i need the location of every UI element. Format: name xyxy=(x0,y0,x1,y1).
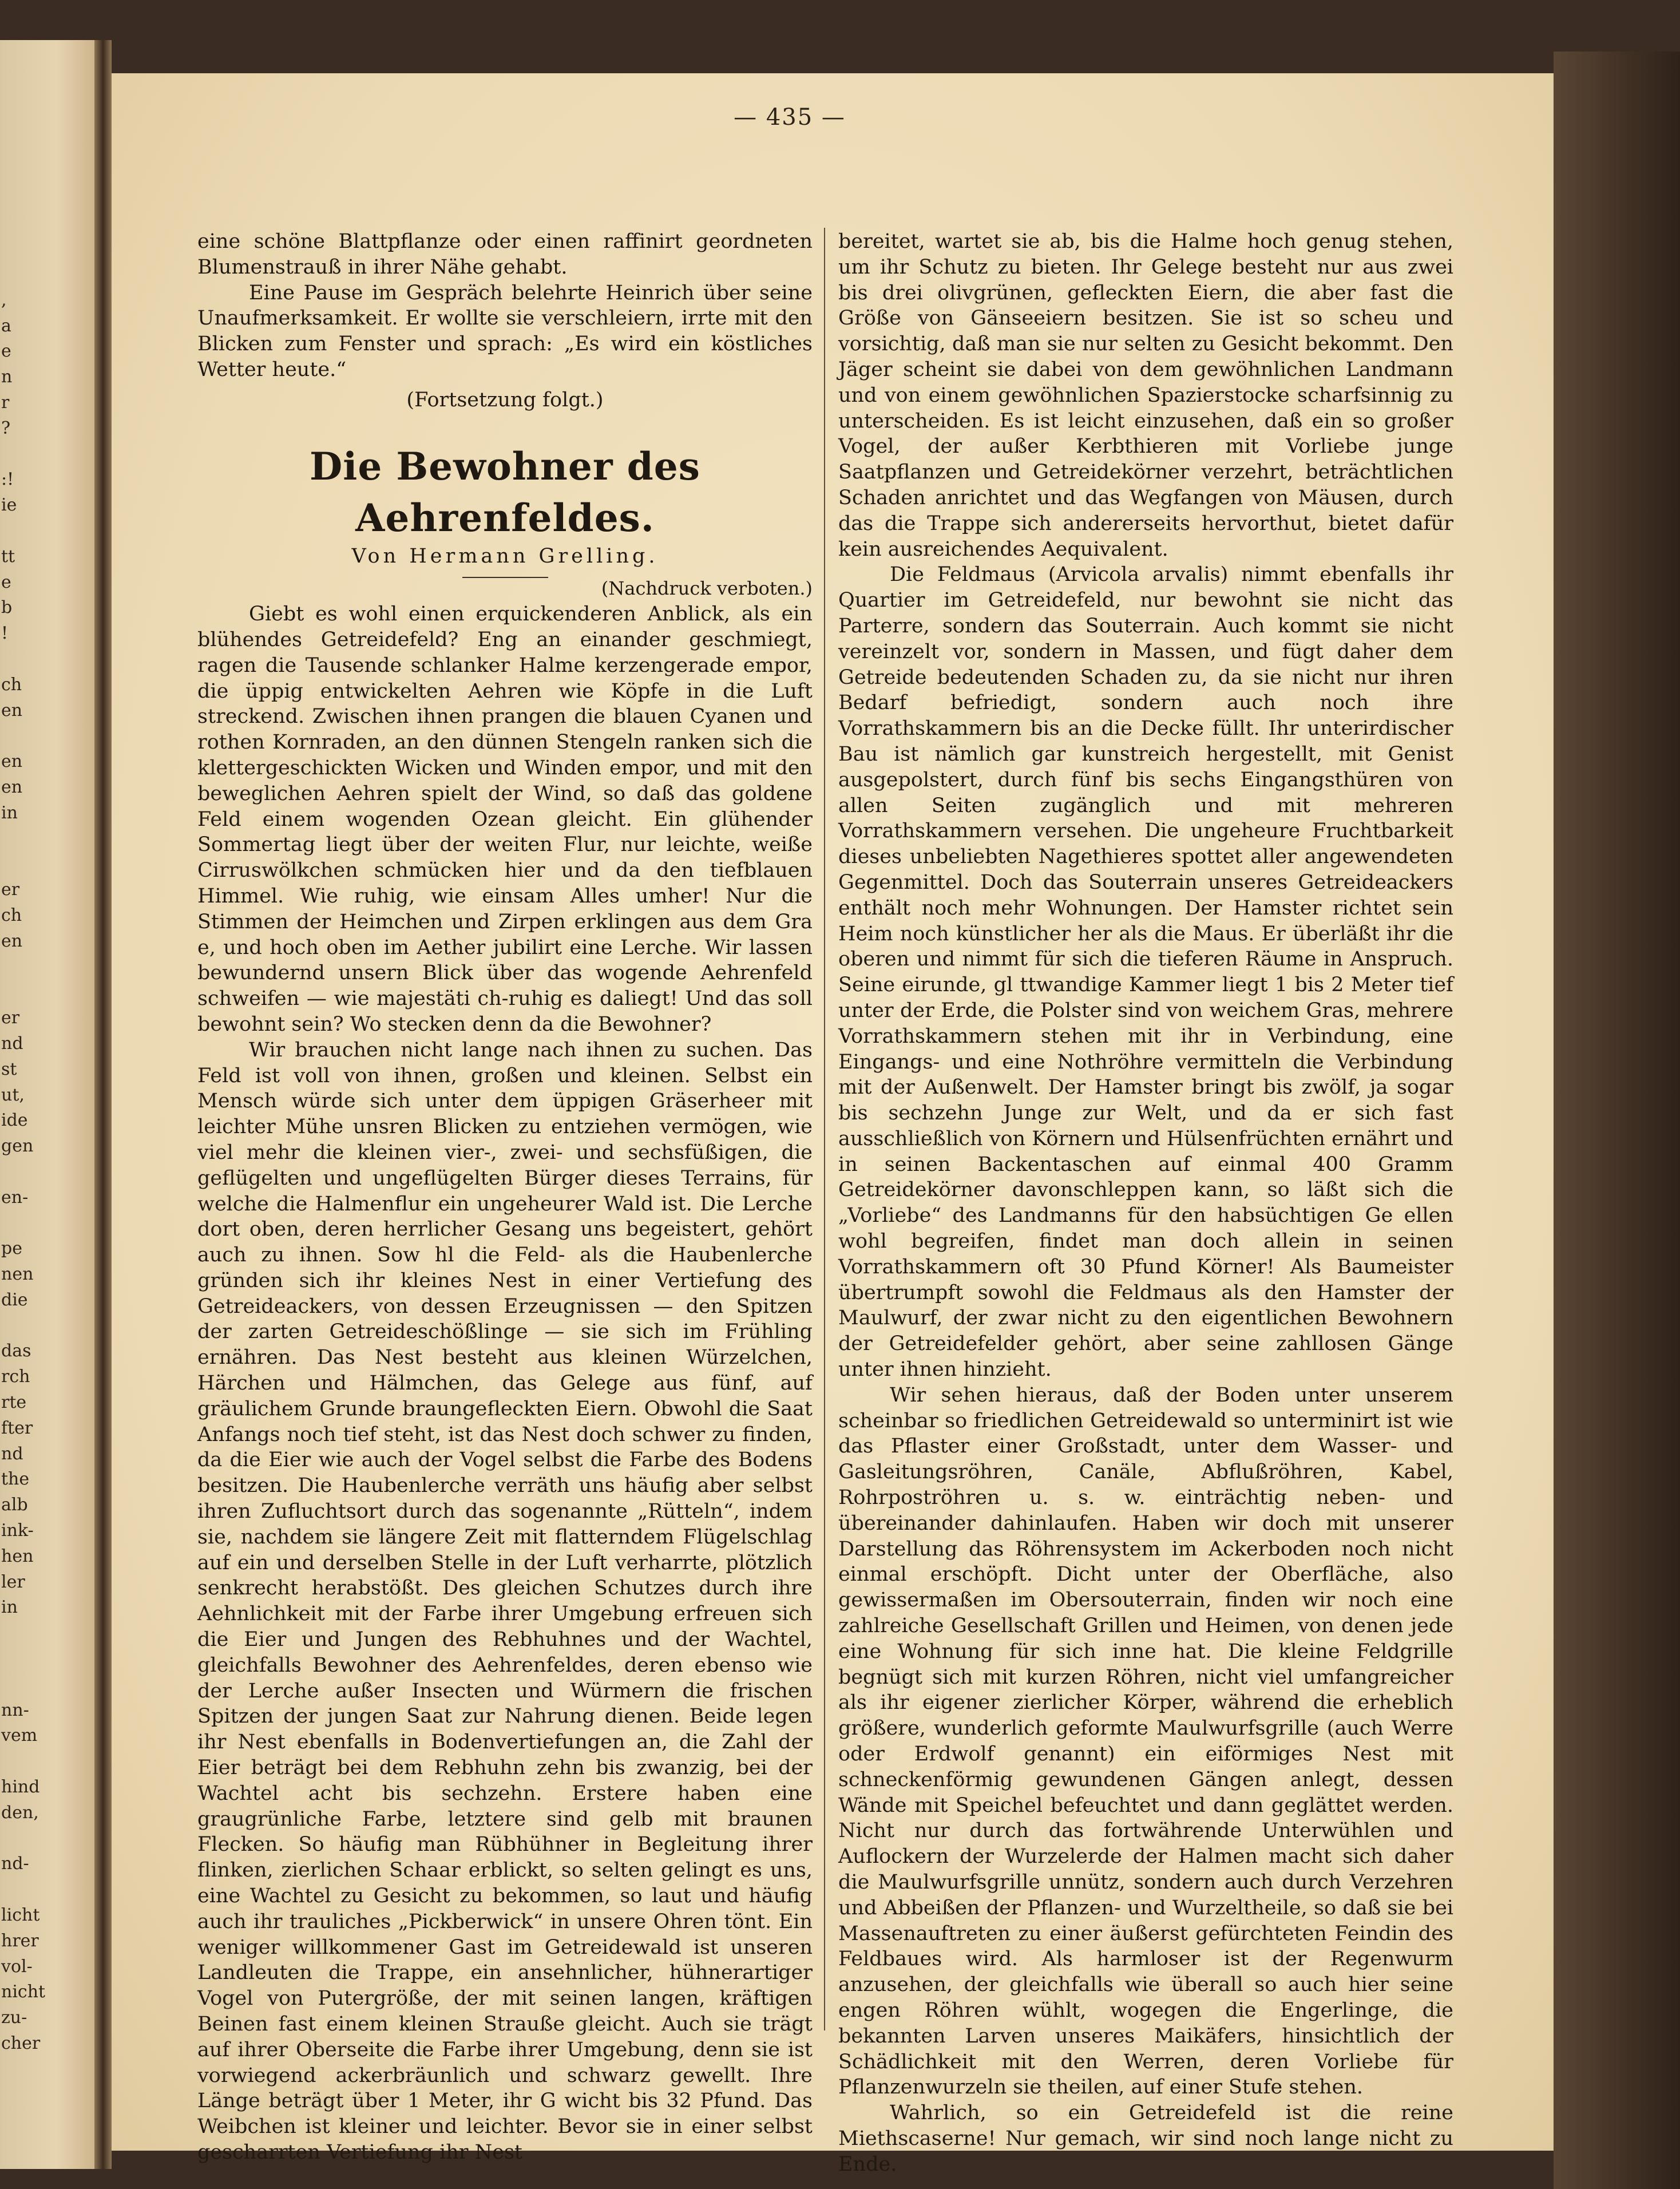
facing-page-fragment: ? xyxy=(1,418,11,438)
right-text-column xyxy=(838,229,1453,2178)
facing-page-fragment: ch xyxy=(1,674,22,695)
facing-page-fragment: fter xyxy=(1,1418,33,1438)
facing-page-fragment xyxy=(1,980,93,1006)
book-cover-edge xyxy=(1554,52,1680,2189)
story-end-paragraph-2: Eine Pause im Gespräch belehrte Heinrich über seine Unaufmerksamkeit. Er wollte sie verschleiern, irrte mit den Blicken zum Fenster und sprach: „Es wird ein köstliches Wetter heute.“ xyxy=(197,281,813,381)
facing-page-fragment: ut, xyxy=(1,1084,25,1105)
facing-page-fragment: nd xyxy=(1,1443,23,1464)
facing-page-fragment: alb xyxy=(1,1495,28,1515)
facing-page-fragment: zu- xyxy=(1,2008,27,2028)
facing-page-fragment xyxy=(1,955,93,980)
facing-page-fragment: rch xyxy=(1,1367,30,1387)
facing-page-fragment: er xyxy=(1,1008,20,1028)
facing-page-fragment: r xyxy=(1,392,10,413)
facing-page-fragment xyxy=(1,1826,93,1852)
facing-page-fragment: ide xyxy=(1,1110,28,1131)
facing-page-fragment xyxy=(1,1749,93,1775)
facing-page-fragment: :! xyxy=(1,469,14,490)
facing-page-fragment: ler xyxy=(1,1572,25,1592)
facing-page-fragment xyxy=(1,1646,93,1672)
facing-page-fragment: pe xyxy=(1,1238,22,1259)
facing-page-fragment: nd- xyxy=(1,1854,29,1874)
facing-page-fragment: hen xyxy=(1,1546,34,1566)
facing-page-fragment xyxy=(1,1159,93,1185)
facing-page-fragment: gen xyxy=(1,1136,34,1157)
facing-page-fragment: cher xyxy=(1,2033,41,2053)
facing-page-fragment: en xyxy=(1,931,23,951)
facing-page-fragment: a xyxy=(1,315,11,336)
facing-page-fragment: nen xyxy=(1,1264,34,1285)
facing-page-fragment: , xyxy=(1,290,7,310)
facing-page-fragment: er xyxy=(1,880,20,900)
to-be-continued: (Fortsetzung folgt.) xyxy=(406,388,604,411)
page-number: — 435 — xyxy=(734,104,846,130)
facing-page-fragment xyxy=(1,518,93,544)
facing-page-fragment: nn- xyxy=(1,1700,29,1720)
facing-page-fragment xyxy=(1,1210,93,1236)
facing-page-fragment xyxy=(1,1621,93,1646)
facing-page-fragment xyxy=(1,442,93,468)
facing-page-fragment: hind xyxy=(1,1777,40,1798)
facing-page-fragment: nd xyxy=(1,1033,23,1054)
facing-page-fragment: en- xyxy=(1,1187,29,1208)
reprint-notice: (Nachdruck verboten.) xyxy=(601,577,813,600)
article-paragraph: bereitet, wartet sie ab, bis die Halme hoch genug stehen, um ihr Schutz zu bieten. Ihr Gelege besteht nur aus zwei bis drei olivgrünen, gefleckten Eiern, die aber fast die Größe von Gänseeiern besitzen. Sie ist so scheu und vorsichtig, daß man sie nur selten zu Gesicht bekommt. Den Jäger scheint sie dabei von dem gewöhnlichen Landmann und von einem gewöhnlichen Spazierstocke scharfsinnig zu unterscheiden. Es ist leicht einzusehen, daß ein so großer Vogel, der außer Kerbthieren mit Vorliebe junge Saatpflanzen und Getreidekörner verzehrt, beträchtlichen Schaden anrichtet und das Wegfangen von Mäusen, durch das die Trappe sich andererseits hervorthut, bietet dafür kein ausreichendes Aequivalent. xyxy=(838,230,1453,561)
facing-page-fragment: den, xyxy=(1,1802,39,1823)
facing-page-fragment xyxy=(1,723,93,749)
facing-page-fragment: e xyxy=(1,341,11,362)
facing-page-fragment: ! xyxy=(1,623,9,644)
byline: Von Hermann Grelling. xyxy=(351,544,659,568)
facing-page-fragment: b xyxy=(1,597,13,618)
facing-page-fragment: e xyxy=(1,572,11,592)
facing-page-fragments xyxy=(1,262,93,2057)
facing-page-fragment: tt xyxy=(1,546,15,567)
facing-page-fragment: the xyxy=(1,1469,30,1490)
article-paragraph: Wir sehen hieraus, daß der Boden unter unserem scheinbar so friedlichen Getreidewald so unterminirt ist wie das Pflaster einer Großstadt, unter dem Wasser- und Gasleitungsröhren, Canäle, Abflußröhren, Kabel, Rohrpoströhren u. s. w. einträchtig neben- und übereinander dahinlaufen. Haben wir doch mit unserer Darstellung das Röhrensystem im Ackerboden noch nicht einmal erschöpft. Dicht unter der Oberfläche, also gewissermaßen im Obersouterrain, finden wir noch eine zahlreiche Gesellschaft Grillen und Heimen, von denen jede eine Wohnung für sich inne hat. Die kleine Feldgrille begnügt sich mit kurzen Röhren, nicht viel umfangreicher als ihr eigener zierlicher Körper, während die erheblich größere, wunderlich geformte Maulwurfsgrille (auch Werre oder Erdwolf genannt) ein eiförmiges Nest mit schneckenförmig gewundenen Gängen anlegt, dessen Wände mit Speichel befeuchtet und dann geglättet werden. Nicht nur durch das fortwährende Unterwühlen und Auflockern der Wurzelerde der Halmen macht sich daher die Maulwurfsgrille unnütz, sondern auch durch Verzehren und Abbeißen der Pflanzen- und Wurzeltheile, so daß sie bei Massenauftreten zu einer äußerst gefürchteten Feindin des Feldbaues wird. Als harmloser ist der Regenwurm anzusehen, der gleichfalls wie überall so auch hier seine engen Röhren wühlt, wogegen die Engerlinge, die bekannten Larven unseres Maikäfers, hinsichtlich der Schädlichkeit mit den Werren, deren Vorliebe für Pflanzenwurzeln sie theilen, auf einer Stufe stehen. xyxy=(838,1383,1453,2099)
facing-page-fragment: ie xyxy=(1,495,17,516)
facing-page-fragment xyxy=(1,1672,93,1698)
facing-page-fragment xyxy=(1,852,93,877)
left-text-column xyxy=(197,229,813,2166)
facing-page-fragment: rte xyxy=(1,1392,27,1413)
article-paragraph: Die Feldmaus (Arvicola arvalis) nimmt ebenfalls ihr Quartier im Getreidefeld, nur bewohnt sie nicht das Parterre, sondern das Souterrain. Auch kommt sie nicht vereinzelt vor, sondern in Massen, und fügt daher dem Getreide bedeutenden Schaden zu, da sie nicht nur ihren Bedarf befriedigt, sondern auch noch ihre Vorrathskammern bis an die Decke füllt. Ihr unterirdischer Bau ist nämlich gar kunstreich hergestellt, mit Genist ausgepolstert, durch fünf bis sechs Eingangsthüren von allen Seiten zugänglich und mit mehreren Vorrathskammern versehen. Die ungeheure Fruchtbarkeit dieses unbeliebten Nagethieres spottet aller angewendeten Gegenmittel. Doch das Souterrain unseres Getreideackers enthält noch mehr Wohnungen. Der Hamster richtet sein Heim noch künstlicher her als die Maus. Er überläßt ihr die oberen und nimmt für sich die tieferen Räume in Anspruch. Seine eirunde, gl ttwandige Kammer liegt 1 bis 2 Meter tief unter der Erde, die Polster sind von weichem Gras, mehrere Vorrathskammern stehen mit ihr in Verbindung, eine Eingangs- und eine Nothröhre vermitteln die Verbindung mit der Außenwelt. Der Hamster bringt bis zwölf, ja sogar bis sechzehn Junge zur Welt, und da er sich fast ausschließlich von Körnern und Hülsenfrüchten ernährt und in seinen Backentaschen auf einmal 400 Gramm Getreidekörner davonschleppen kann, so läßt sich die „Vorliebe“ des Landmanns für den habsüchtigen Ge ellen wohl begreifen, findet man doch allein in seinen Vorrathskammern oft 30 Pfund Körner! Als Baumeister übertrumpft sowohl die Feldmaus als den Hamster der Maulwurf, der zwar nicht zu den eigentlichen Bewohnern der Getreidefelder gehört, aber seine zahllosen Gänge unter ihnen hinzieht. xyxy=(838,563,1453,1382)
facing-page-fragment: en xyxy=(1,751,23,772)
facing-page-fragment: vol- xyxy=(1,1956,33,1977)
facing-page-fragment: ink- xyxy=(1,1521,34,1541)
article-paragraph: Wahrlich, so ein Getreidefeld ist die reine Miethscaserne! Nur gemach, wir sind noch lange nicht zu Ende. xyxy=(838,2101,1453,2176)
facing-page-fragment: die xyxy=(1,1289,28,1310)
article-paragraph: Giebt es wohl einen erquickenderen Anblick, als ein blühendes Getreidefeld? Eng an einander geschmiegt, ragen die Tausende schlanker Halme kerzengerade empor, die üppig entwickelten Aehren wie Köpfe in die Luft streckend. Zwischen ihnen prangen die blauen Cyanen und rothen Kornraden, an den dünnen Stengeln ranken sich die klettergeschickten Wicken und Winden empor, und mit den beweglichen Aehren spielt der Wind, so daß das goldene Feld einem wogenden Ozean gleicht. Ein glühender Sommertag liegt über der weiten Flur, nur leichte, weiße Cirruswölkchen schmücken hier und da den tiefblauen Himmel. Wie ruhig, wie einsam Alles umher! Nur die Stimmen der Heimchen und Zirpen erklingen aus dem Gra e, und hoch oben im Aether jubilirt eine Lerche. Wir lassen bewundernd unsern Blick über das wogende Aehrenfeld schweifen — wie majestäti ch-ruhig es daliegt! Und das soll bewohnt sein? Wo stecken denn da die Bewohner? xyxy=(197,603,813,1036)
facing-page-fragment xyxy=(1,262,93,288)
facing-page-fragment: st xyxy=(1,1059,17,1079)
facing-page-fragment xyxy=(1,826,93,852)
facing-page-fragment: in xyxy=(1,1597,18,1618)
facing-page-fragment: en xyxy=(1,700,23,721)
column-divider xyxy=(824,228,825,2030)
facing-page-fragment: licht xyxy=(1,1905,40,1925)
story-end-paragraph-1: eine schöne Blattpflanze oder einen raffinirt geordneten Blumenstrauß in ihrer Nähe gehabt. xyxy=(197,230,813,279)
book-spine xyxy=(94,40,112,2169)
facing-page-fragment: hrer xyxy=(1,1930,39,1951)
facing-page-fragment xyxy=(1,1313,93,1339)
facing-page-fragment xyxy=(1,647,93,672)
facing-page-edge xyxy=(0,40,94,2169)
facing-page-fragment: vem xyxy=(1,1725,38,1746)
facing-page-fragment: n xyxy=(1,367,13,387)
article-title: Die Bewohner des Aehrenfeldes. xyxy=(310,444,700,540)
facing-page-fragment: das xyxy=(1,1341,31,1361)
facing-page-fragment xyxy=(1,1877,93,1903)
facing-page-fragment: in xyxy=(1,802,18,823)
facing-page-fragment: en xyxy=(1,777,23,797)
facing-page-fragment: nicht xyxy=(1,1982,46,2002)
article-paragraph: Wir brauchen nicht lange nach ihnen zu suchen. Das Feld ist voll von ihnen, großen und kleinen. Selbst ein Mensch würde sich unter dem üppigen Gräserheer mit leichter Mühe unsren Blicken zu entziehen vermögen, wie viel mehr die kleinen vier-, zwei- und sechsfüßigen, die geflügelten und ungeflügelten Bürger dieses Terrains, für welche die Halmenflur ein ungeheurer Wald ist. Die Lerche dort oben, deren herrlicher Gesang uns begeistert, gehört auch zu ihnen. Sow hl die Feld- als die Haubenlerche gründen sich ihr kleines Nest in einer Vertiefung des Getreideackers, von dessen Erzeugnissen — den Spitzen der zarten Getreideschößlinge — sie sich im Frühling ernähren. Das Nest besteht aus kleinen Würzelchen, Härchen und Hälmchen, das Gelege aus fünf, auf gräulichem Grunde braungefleckten Eiern. Obwohl die Saat Anfangs noch tief steht, ist das Nest doch schwer zu finden, da die Eier wie auch der Vogel selbst die Farbe des Bodens besitzen. Die Haubenlerche verräth uns häufig aber selbst ihren Zufluchtsort durch das sogenannte „Rütteln“, indem sie, nachdem sie längere Zeit mit flatterndem Flügelschlag auf ein und derselben Stelle in der Luft verharrte, plötzlich senkrecht herabstößt. Des gleichen Schutzes durch ihre Aehnlichkeit mit der Farbe ihrer Umgebung erfreuen sich die Eier und Jungen des Rebhuhnes und der Wachtel, gleichfalls Bewohner des Aehrenfeldes, deren ebenso wie der Lerche außer Insecten und Würmern die frischen Spitzen der jungen Saat zur Nahrung dienen. Beide legen ihr Nest ebenfalls in Bodenvertiefungen an, die Zahl der Eier beträgt bei dem Rebhuhn zehn bis zwanzig, bei der Wachtel acht bis sechzehn. Erstere haben eine graugrünliche Farbe, letztere sind gelb mit braunen Flecken. So häufig man Rübhühner in Begleitung ihrer flinken, zierlichen Schaar erblickt, so selten gelingt es uns, eine Wachtel zu Gesicht zu bekommen, so laut und häufig auch ihr trauliches „Pickberwick“ in unsere Ohren tönt. Ein weniger willkommener Gast im Getreidewald ist unseren Landleuten die Trappe, ein ansehnlicher, hühnerartiger Vogel von Putergröße, der mit seinen langen, kräftigen Beinen fast einem kleinen Strauße gleicht. Auch sie trägt auf ihrer Oberseite die Farbe ihrer Umgebung, denn sie ist vorwiegend ackerbräunlich und schwarz gewellt. Ihre Länge beträgt über 1 Meter, ihr G wicht bis 32 Pfund. Das Weibchen ist kleiner und leichter. Bevor sie in einer selbst gescharrten Vertiefung ihr Nest xyxy=(197,1038,813,2164)
facing-page-fragment: ch xyxy=(1,905,22,925)
